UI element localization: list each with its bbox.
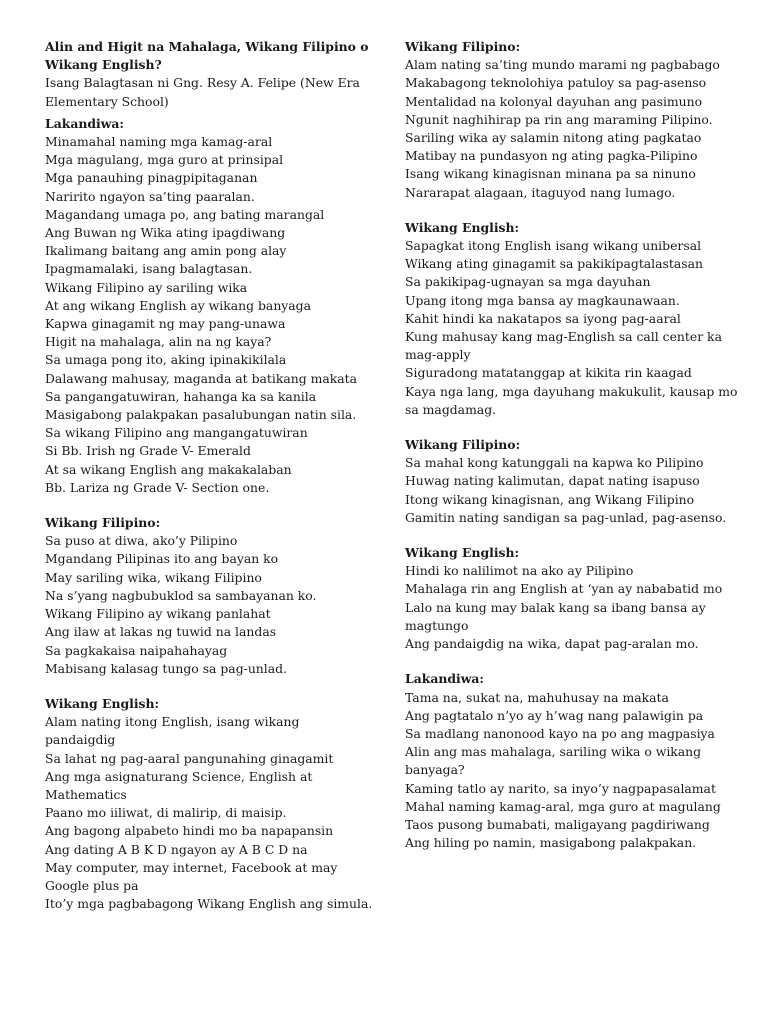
verse-line: Sa puso at diwa, ako’y Pilipino [45,533,238,549]
verse-line: Ang Buwan ng Wika ating ipagdiwang [45,225,286,241]
verse-line: Sa mahal kong katunggali na kapwa ko Pilipino [405,455,704,471]
stanza [405,219,740,419]
verse-line: Makabagong teknolohiya patuloy sa pag-asenso [405,75,707,91]
verse-line: Ang hiling po namin, masigabong palakpakan. [405,835,697,851]
right-column [405,38,740,852]
verse-line: Mga panauhing pinagpipitaganan [45,170,258,186]
verse-line: Alam nating sa’ting mundo marami ng pagbabago [405,57,720,73]
verse-line: Matibay na pundasyon ng ating pagka-Pilipino [405,148,698,164]
verse-line: Mahalaga rin ang English at ‘yan ay nababatid mo [405,581,723,597]
speaker-label: Lakandiwa: [405,671,485,687]
verse-line: Mentalidad na kolonyal dayuhan ang pasimuno [405,93,703,109]
verse-line: Ikalimang baitang ang amin pong alay [45,243,287,259]
verse-line: At sa wikang English ang makakalaban [45,461,292,477]
verse-line: Kahit hindi ka nakatapos sa iyong pag-aaral [405,310,681,326]
verse-line: Hindi ko nalilimot na ako ay Pilipino [405,563,634,579]
verse-line: Mgandang Pilipinas ito ang bayan ko [45,551,279,567]
verse-line: Sapagkat itong English isang wikang unibersal [405,238,702,254]
verse-line: May computer, may internet, Facebook at may Google plus pa [45,859,338,893]
speaker-label: Wikang Filipino: [405,39,521,54]
speaker-label: Wikang Filipino: [45,515,161,531]
speaker-label: Wikang English: [45,695,160,711]
verse-line: Sa pangangatuwiran, hahanga ka sa kanila [45,388,317,404]
stanza [405,436,740,527]
verse-line: Sa madlang nanonood kayo na po ang magpasiya [405,725,715,741]
left-column [45,38,373,913]
verse-line: Dalawang mahusay, maganda at batikang makata [45,370,357,386]
verse-line: Ang bagong alpabeto hindi mo ba napapansin [45,823,334,839]
verse-line: Sa wikang Filipino ang mangangatuwiran [45,425,308,441]
stanza [405,670,740,852]
verse-line: May sariling wika, wikang Filipino [45,569,262,585]
verse-line: Masigabong palakpakan pasalubungan natin sila. [45,407,357,423]
stanza [45,514,373,678]
verse-line: Taos pusong bumabati, maligayang pagdiriwang [405,816,710,832]
verse-line: At ang wikang English ay wikang banyaga [45,297,312,313]
verse-line: Kung mahusay kang mag-English sa call center ka mag-apply [405,329,722,363]
verse-line: Wikang Filipino ay sariling wika [45,279,248,295]
verse-line: Ipagmamalaki, isang balagtasan. [45,261,253,277]
verse-line: Kaming tatlo ay narito, sa inyo’y nagpapasalamat [405,780,716,796]
verse-line: Sa pagkakaisa naipahahayag [45,642,228,658]
verse-line: Ngunit naghihirap pa rin ang maraming Pilipino. [405,111,713,127]
verse-line: Alam nating itong English, isang wikang pandaigdig [45,714,300,748]
verse-line: Ang ilaw at lakas ng tuwid na landas [45,624,277,640]
verse-line: Paano mo iiliwat, di malirip, di maisip. [45,805,287,821]
verse-line: Upang itong mga bansa ay magkaunawaan. [405,292,680,308]
verse-line: Alin ang mas mahalaga, sariling wika o wikang banyaga? [405,744,702,778]
verse-line: Lalo na kung may balak kang sa ibang bansa ay magtungo [405,599,706,633]
stanza [45,115,373,497]
verse-line: Mga magulang, mga guro at prinsipal [45,152,284,168]
verse-line: Mabisang kalasag tungo sa pag-unlad. [45,660,287,676]
verse-line: Ang pagtatalo n’yo ay h’wag nang palawigin pa [405,707,704,723]
verse-line: Ito’y mga pagbabagong Wikang English ang simula. [45,896,373,912]
speaker-label: Lakandiwa: [45,115,125,131]
verse-line: Ang pandaigdig na wika, dapat pag-aralan mo. [405,636,699,652]
verse-line: Ang dating A B K D ngayon ay A B C D na [45,841,308,857]
verse-line: Ang mga asignaturang Science, English at Mathematics [45,768,313,802]
verse-line: Magandang umaga po, ang bating marangal [45,206,325,222]
verse-line: Tama na, sukat na, mahuhusay na makata [405,689,669,705]
verse-line: Bb. Lariza ng Grade V- Section one. [45,479,270,495]
stanza [405,544,740,653]
verse-line: Mahal naming kamag-aral, mga guro at magulang [405,798,721,814]
verse-line: Wikang Filipino ay wikang panlahat [45,606,271,622]
verse-line: Siguradong matatanggap at kikita rin kaagad [405,365,692,381]
verse-line: Gamitin nating sandigan sa pag-unlad, pag-asenso. [405,509,727,525]
verse-line: Sa pakikipag-ugnayan sa mga dayuhan [405,274,651,290]
document-subtitle: Isang Balagtasan ni Gng. Resy A. Felipe (New Era Elementary School) [45,75,360,109]
verse-line: Isang wikang kinagisnan minana pa sa ninuno [405,166,696,182]
verse-line: Kaya nga lang, mga dayuhang makukulit, kausap mo sa magdamag. [405,383,738,417]
verse-line: Na s’yang nagbubuklod sa sambayanan ko. [45,587,317,603]
stanza [45,695,373,913]
speaker-label: Wikang English: [405,219,520,235]
verse-line: Si Bb. Irish ng Grade V- Emerald [45,443,251,459]
verse-line: Sa lahat ng pag-aaral pangunahing ginagamit [45,750,334,766]
verse-line: Itong wikang kinagisnan, ang Wikang Filipino [405,491,695,507]
document-title: Alin and Higit na Mahalaga, Wikang Filipino o Wikang English? [45,39,369,73]
verse-line: Sariling wika ay salamin nitong ating pagkatao [405,130,702,146]
verse-line: Wikang ating ginagamit sa pakikipagtalastasan [405,256,703,272]
verse-line: Minamahal naming mga kamag-aral [45,134,273,150]
verse-line: Sa umaga pong ito, aking ipinakikilala [45,352,287,368]
verse-line: Naririto ngayon sa’ting paaralan. [45,188,255,204]
stanza [405,38,740,202]
verse-line: Kapwa ginagamit ng may pang-unawa [45,316,286,332]
speaker-label: Wikang English: [405,545,520,561]
verse-line: Higit na mahalaga, alin na ng kaya? [45,334,272,350]
verse-line: Nararapat alagaan, itaguyod nang lumago. [405,184,676,200]
speaker-label: Wikang Filipino: [405,437,521,453]
verse-line: Huwag nating kalimutan, dapat nating isapuso [405,473,700,489]
